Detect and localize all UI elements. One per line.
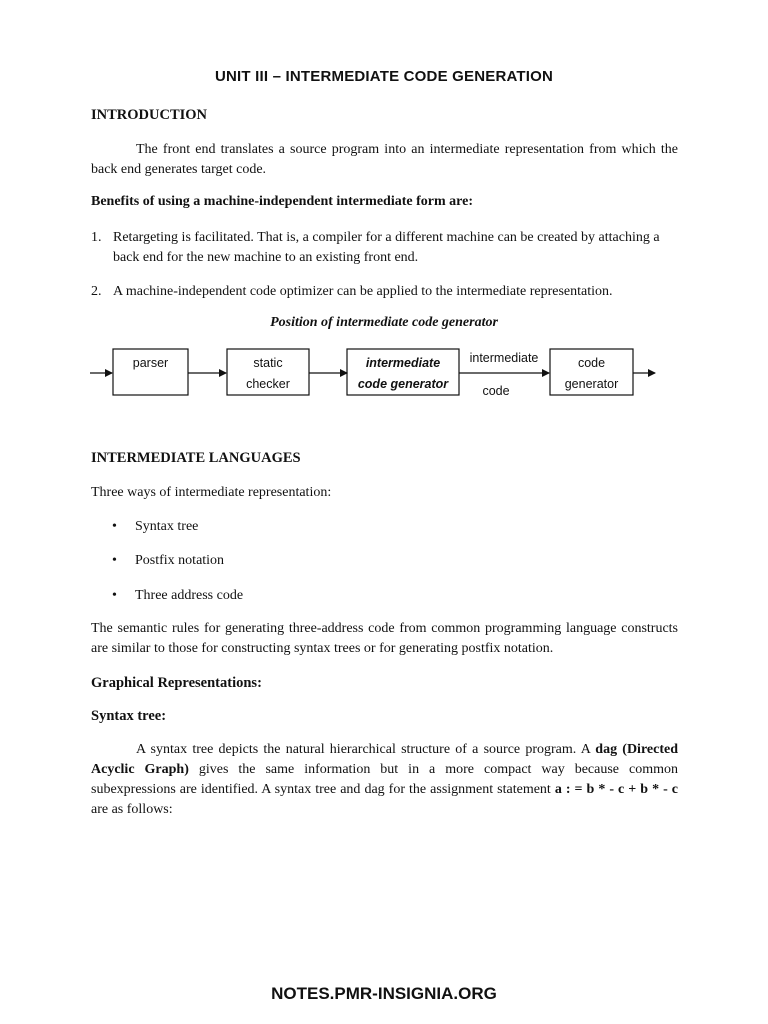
paragraph-text: A syntax tree depicts the natural hierarchical structure of a source program. A: [136, 742, 596, 757]
bullet-icon: •: [112, 553, 117, 568]
semantic-rules-paragraph: The semantic rules for generating three-address code from common programming language constructs are similar to those for constructing syntax trees or for generating postfix notation.: [91, 621, 678, 656]
box-label: intermediate: [365, 356, 441, 370]
assignment-statement: a : = b * - c + b * - c: [554, 782, 678, 797]
graphical-representations-heading: Graphical Representations:: [91, 675, 262, 691]
paragraph-text: are as follows:: [91, 802, 173, 817]
edge-label: intermediate: [469, 351, 539, 365]
box-label: checker: [246, 377, 290, 391]
introduction-heading: INTRODUCTION: [91, 107, 208, 123]
benefits-heading: Benefits of using a machine-independent intermediate form are:: [91, 194, 473, 209]
box-label: code: [577, 356, 606, 370]
paragraph-text: gives the same information but in a more compact way because common subexpressions are identified. A syntax tree and dag for the assignment statement: [91, 762, 678, 797]
representation-intro: Three ways of intermediate representation:: [91, 485, 332, 500]
intermediate-languages-heading: INTERMEDIATE LANGUAGES: [91, 450, 301, 466]
list-text: Three address code: [135, 588, 244, 603]
edge-label: code: [482, 384, 510, 398]
page-title: UNIT III – INTERMEDIATE CODE GENERATION: [214, 68, 554, 85]
list-text: Postfix notation: [135, 553, 225, 568]
compiler-pipeline-diagram: [0, 340, 768, 410]
list-text: Retargeting is facilitated. That is, a compiler for a different machine can be created by attaching a back end for the new machine to an existing front end.: [113, 230, 660, 265]
list-text: A machine-independent code optimizer can be applied to the intermediate representation.: [113, 284, 613, 299]
box-label: static: [253, 356, 283, 370]
bullet-icon: •: [112, 588, 117, 603]
syntax-tree-heading: Syntax tree:: [91, 708, 167, 724]
dag-term: dag (Directed Acyclic Graph): [91, 742, 678, 777]
box-label: parser: [132, 356, 169, 370]
list-text: Syntax tree: [135, 519, 199, 534]
box-label: code generator: [357, 377, 449, 391]
list-number: 2.: [91, 284, 102, 299]
box-label: generator: [564, 377, 619, 391]
footer-site-name: NOTES.PMR-INSIGNIA.ORG: [271, 984, 497, 1003]
introduction-paragraph: The front end translates a source program into an intermediate representation from which the back end generates target code.: [91, 142, 678, 177]
figure-caption: Position of intermediate code generator: [270, 315, 498, 330]
syntax-tree-paragraph: [91, 740, 678, 820]
bullet-icon: •: [112, 519, 117, 534]
list-number: 1.: [91, 230, 102, 245]
